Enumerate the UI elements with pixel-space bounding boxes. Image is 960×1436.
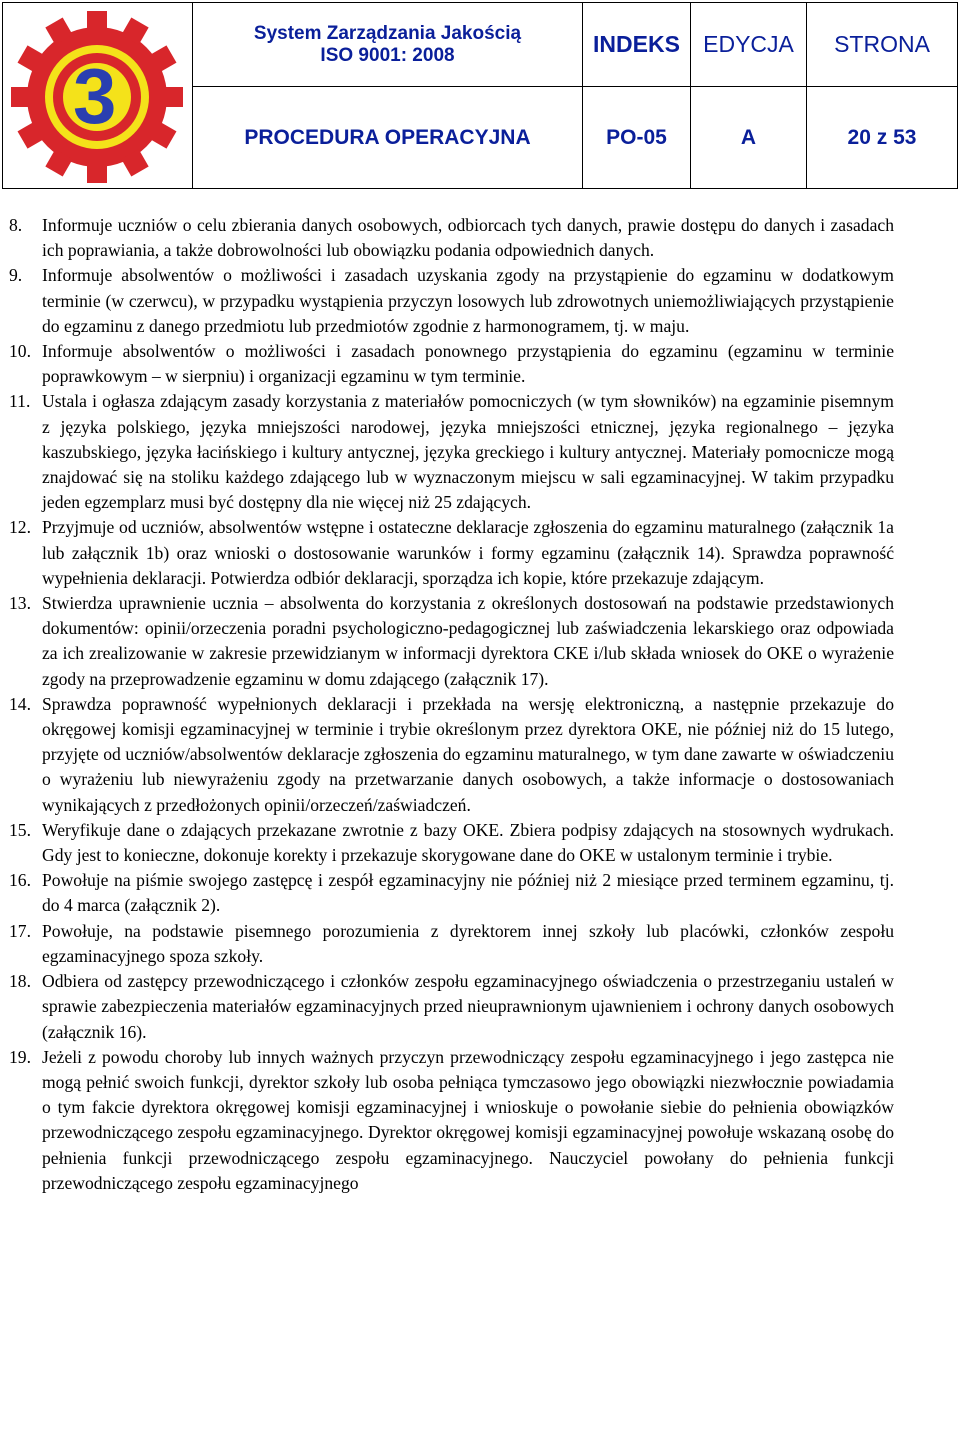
header-row-2 <box>193 87 957 188</box>
list-item <box>9 818 894 868</box>
procedure-list <box>9 213 894 1196</box>
item-text: Informuje absolwentów o możliwości i zasadach ponownego przystąpienia do egzaminu (egzaminu w terminie poprawkowym – w sierpniu) i organizacji egzaminu w tym terminie. <box>42 341 894 387</box>
item-text: Weryfikuje dane o zdających przekazane zwrotnie z bazy OKE. Zbiera podpisy zdających na stosownych wydrukach. Gdy jest to konieczne, dokonuje korekty i przekazuje skorygowane dane do OKE w ustalonym terminie i trybie. <box>42 819 894 866</box>
list-item <box>9 339 894 389</box>
list-item <box>9 868 894 918</box>
item-number: 11. <box>9 391 31 412</box>
item-text: Ustala i ogłasza zdającym zasady korzystania z materiałów pomocniczych (w tym słowników) na egzaminie pisemnym z języka polskiego, języka mniejszości narodowej, języka mniejszości etnicznej, języka regionalnego – języka kaszubskiego, języka łacińskiego i kultury antycznej, języka greckiego i kultury antycznej. Materiały pomocnicze mogą znajdować się na stoliku każdego zdającego lub w wyznaczonym miejscu w sali egzaminacyjnej. W takim przypadku jeden egzemplarz musi być dostępny dla nie więcej niż 25 zdających. <box>42 391 894 513</box>
item-number: 10. <box>9 341 31 362</box>
list-item <box>9 969 894 1045</box>
item-number: 18. <box>9 971 31 992</box>
list-item <box>9 919 894 969</box>
item-text: Informuje uczniów o celu zbierania danych osobowych, odbiorcach tych danych, prawie dostępu do danych i zasadach ich poprawiania, a także dobrowolności lub obowiązku podania odpowiednich danych. <box>42 215 894 261</box>
list-item <box>9 515 894 591</box>
item-number: 15. <box>9 819 31 840</box>
header-row-1 <box>193 3 957 87</box>
quality-system-title: System Zarządzania Jakością <box>253 22 522 44</box>
item-text: Przyjmuje od uczniów, absolwentów wstępne i ostateczne deklaracje zgłoszenia do egzaminu maturalnego (załącznik 1a lub załącznik 1b) oraz wnioski o dostosowanie warunków i formy egzaminu (załącznik 14). Sprawdza poprawność wypełnienia deklaracji. Potwierdza odbiór deklaracji, sporządza ich kopie, które przekazuje zdającym. <box>42 517 894 588</box>
list-item <box>9 263 894 339</box>
edition-value: A <box>691 87 807 188</box>
list-item <box>9 213 894 263</box>
index-value: PO-05 <box>583 87 691 188</box>
edition-label: EDYCJA <box>691 3 807 86</box>
page-label: STRONA <box>834 31 930 57</box>
iso-standard: ISO 9001: 2008 <box>320 44 455 66</box>
procedure-title: PROCEDURA OPERACYJNA <box>193 87 583 188</box>
quality-system-cell <box>193 3 583 86</box>
list-item <box>9 389 894 515</box>
logo-cell <box>3 3 193 188</box>
item-text: Jeżeli z powodu choroby lub innych ważnych przyczyn przewodniczący zespołu egzaminacyjnego i jego zastępca nie mogą pełnić swoich funkcji, dyrektor szkoły lub osoba pełniąca tymczasowo jego obowiązki niezwłocznie powiadamia o tym fakcie dyrektora okręgowej komisji egzaminacyjnej i wnioskuje o powołanie siebie do pełnienia obowiązków przewodniczącego zespołu egzaminacyjnego. Dyrektor okręgowej komisji egzaminacyjnej powołuje wskazaną osobę do pełnienia funkcji przewodniczącego zespołu egzaminacyjnego. Nauczyciel powołany do pełnienia funkcji przewodniczącego zespołu egzaminacyjnego <box>42 1046 894 1193</box>
item-number: 16. <box>9 870 31 891</box>
document-header <box>2 2 958 189</box>
item-number: 19. <box>9 1046 31 1067</box>
item-text: Powołuje, na podstawie pisemnego porozumienia z dyrektorem innej szkoły lub placówki, członków zespołu egzaminacyjnego spoza szkoły. <box>42 920 894 966</box>
item-number: 13. <box>9 593 31 614</box>
item-number: 14. <box>9 693 31 714</box>
item-text: Odbiera od zastępcy przewodniczącego i członków zespołu egzaminacyjnego oświadczenia o przestrzeganiu ustaleń w sprawie zabezpieczenia materiałów egzaminacyjnych przed nieuprawnionym ujawnieniem i ochrony danych osobowych (załącznik 16). <box>42 971 894 1042</box>
item-text: Informuje absolwentów o możliwości i zasadach uzyskania zgody na przystąpienie do egzaminu w dodatkowym terminie (w czerwcu), w przypadku wystąpienia przyczyn losowych lub zdrowotnych uniemożliwiających przystąpienie do egzaminu z danego przedmiotu lub przedmiotów zgodnie z harmonogramem, tj. w maju. <box>42 265 894 336</box>
item-number: 8. <box>9 215 23 235</box>
item-number: 9. <box>9 265 23 286</box>
logo-number: 3 <box>73 52 117 140</box>
list-item <box>9 591 894 692</box>
list-item <box>9 1045 894 1196</box>
index-label: INDEKS <box>583 3 691 86</box>
company-logo <box>3 3 191 187</box>
item-number: 17. <box>9 920 31 941</box>
item-number: 12. <box>9 517 31 538</box>
item-text: Powołuje na piśmie swojego zastępcę i zespół egzaminacyjny nie później niż 2 miesiące przed terminem egzaminu, tj. do 4 marca (załącznik 2). <box>42 870 894 916</box>
page-number: 20 z 53 <box>847 125 917 149</box>
list-item <box>9 692 894 818</box>
item-text: Sprawdza poprawność wypełnionych deklaracji i przekłada na wersję elektroniczną, a następnie przekazuje do okręgowej komisji egzaminacyjnej w terminie i trybie określonym przez dyrektora OKE, nie później niż do 15 lutego, przyjęte od uczniów/absolwentów deklaracje zgłoszenia do egzaminu maturalnego, w tym dane zawarte w oświadczeniu o wyrażeniu lub niewyrażeniu zgody na przetwarzanie danych osobowych, a także informacje o dostosowaniach wynikających z przedłożonych opinii/orzeczeń/zaświadczeń. <box>42 693 894 815</box>
item-text: Stwierdza uprawnienie ucznia – absolwenta do korzystania z określonych dostosowań na podstawie przedstawionych dokumentów: opinii/orzeczenia poradni psychologiczno-pedagogicznej lub zaświadczenia lekarskiego oraz odpowiada za ich zrealizowanie w zakresie przewidzianym w informacji dyrektora CKE i/lub składa wniosek do OKE o wyrażenie zgody na przeprowadzenie egzaminu w domu zdającego (załącznik 17). <box>42 593 894 689</box>
